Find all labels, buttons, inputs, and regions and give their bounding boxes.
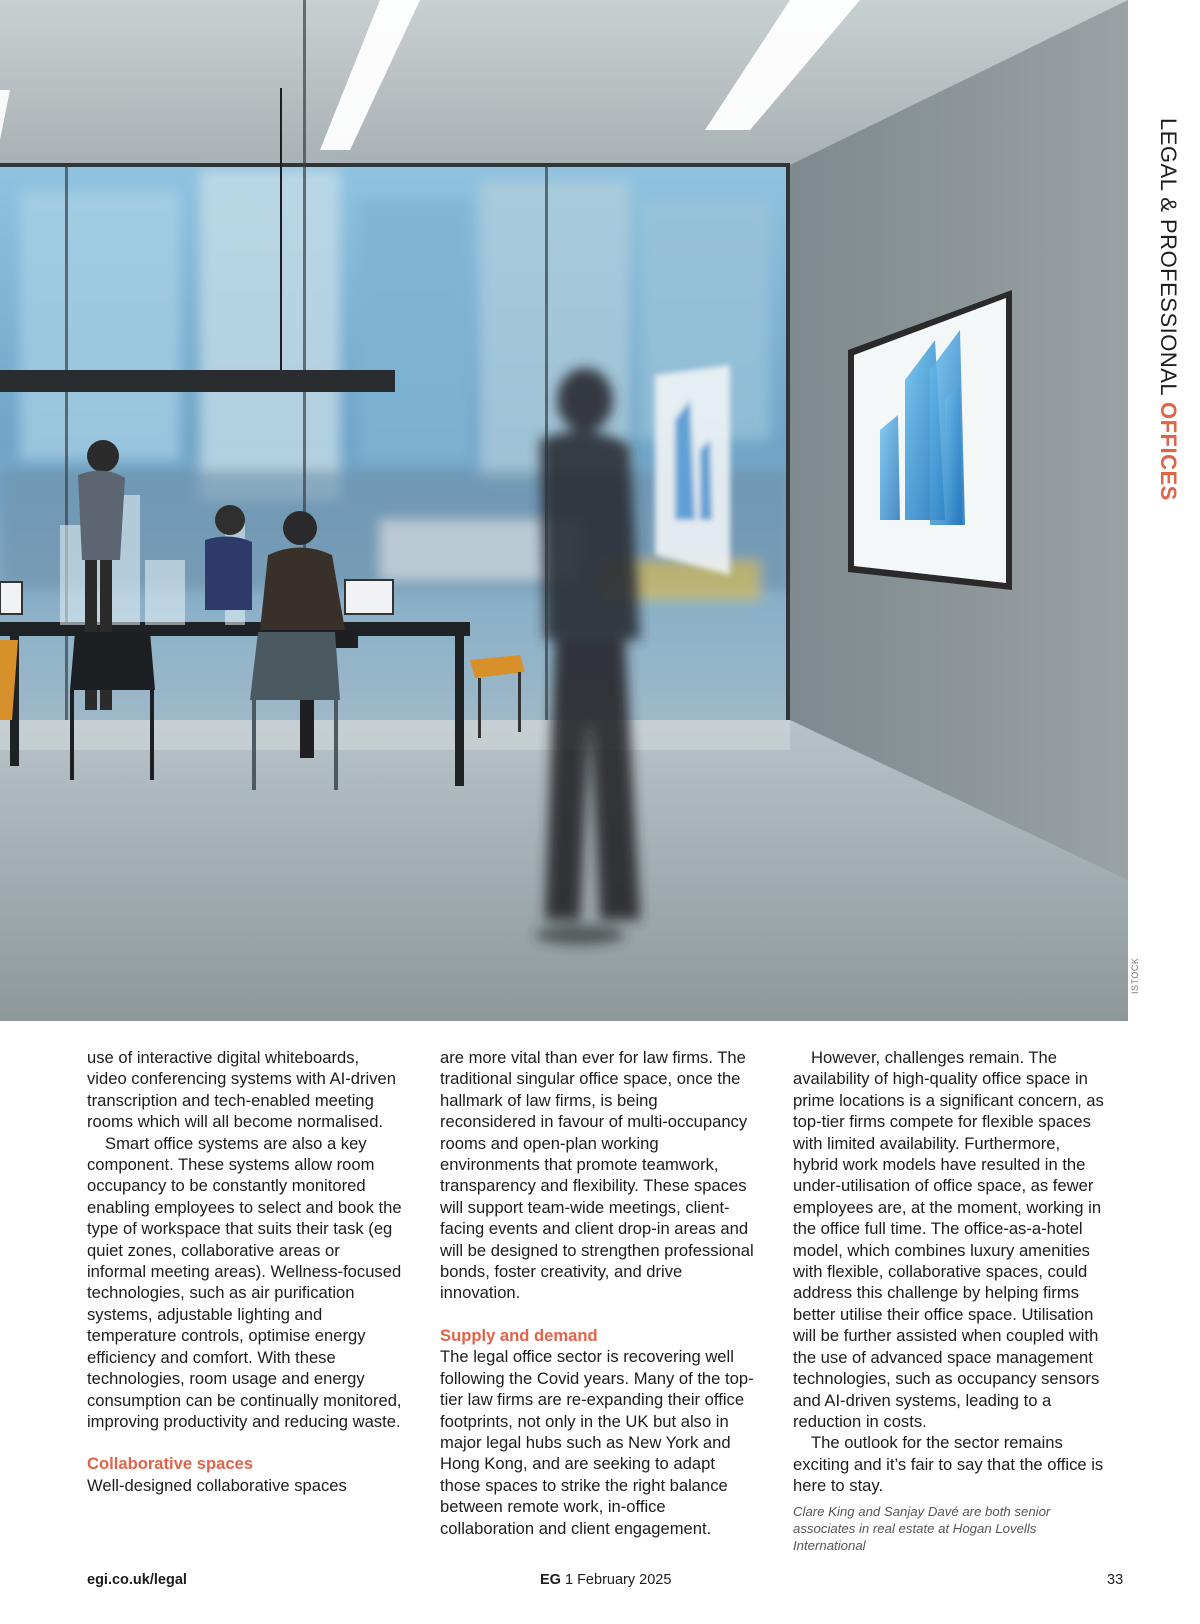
issue-date: 1 February 2025 [564, 1572, 672, 1588]
section-label [1155, 118, 1181, 501]
article-column-1 [87, 1047, 402, 1496]
page-number: 33 [1107, 1572, 1124, 1588]
author-byline: Clare King and Sanjay Davé are both senior associates in real estate at Hogan Lovells International [793, 1503, 1051, 1553]
subheading: Collaborative spaces [87, 1454, 254, 1474]
section-label-accent: OFFICES [1156, 401, 1181, 501]
paragraph: However, challenges remain. The availability of high-quality office space in prime locations is a significant concern, as top-tier firms compete for flexible spaces with limited availability. Furthermore, hybrid work models have resulted in the under-utilisation of office space, as fewer employees are, at the moment, working in the office full time. The office-as-a-hotel model, which combines luxury amenities with flexible, collaborative spaces, could address this challenge by helping firms better utilise their office space. Utilisation will be further assisted when coupled with the use of advanced space management technologies, such as occupancy sensors and AI-driven systems, leading to a reduction in costs. [793, 1048, 1104, 1431]
laptop [345, 580, 393, 614]
paragraph: Well-designed collaborative spaces [87, 1475, 347, 1495]
window-frame [0, 163, 790, 167]
paragraph: use of interactive digital whiteboards, video conferencing systems with AI-driven transcription and tech-enabled meeting rooms which will all become normalised. [87, 1048, 396, 1132]
publication-name: EG [540, 1572, 561, 1588]
photo-credit: ISTOCK [1130, 957, 1140, 994]
lamp-cable [280, 88, 282, 373]
subheading: Supply and demand [440, 1325, 598, 1345]
window-mullion [65, 165, 68, 720]
laptop [0, 582, 22, 614]
paragraph: Smart office systems are also a key component. These systems allow room occupancy to be constantly monitored enabling employees to select and book the type of workspace that suits their task (eg quiet zones, collaborative areas or informal meeting areas). Wellness-focused technologies, such as air purification systems, adjustable lighting and temperature controls, optimise energy efficiency and comfort. With these technologies, room usage and energy consumption can be continually monitored, improving productivity and reducing waste. [87, 1133, 402, 1431]
section-label-prefix: LEGAL & PROFESSIONAL [1156, 118, 1181, 396]
pendant-lamp [0, 370, 395, 392]
article-column-3 [793, 1047, 1108, 1554]
article-column-2 [440, 1047, 755, 1539]
paragraph: are more vital than ever for law firms. The traditional singular office space, once the hallmark of law firms, is being reconsidered in favour of multi-occupancy rooms and open-plan working environments that promote teamwork, transparency and flexibility. These spaces will support team-wide meetings, client-facing events and client drop-in areas and will be designed to strengthen professional bonds, foster creativity, and drive innovation. [440, 1048, 754, 1303]
artwork-reflection [655, 365, 730, 575]
footer-url[interactable]: egi.co.uk/legal [87, 1572, 187, 1588]
footer-issue [540, 1572, 671, 1588]
window-frame [786, 165, 790, 720]
paragraph: The outlook for the sector remains exciting and it’s fair to say that the office is here to stay. [793, 1433, 1104, 1496]
paragraph: The legal office sector is recovering well following the Covid years. Many of the top-tier law firms are re-expanding their office footprints, not only in the UK but also in major legal hubs such as New York and Hong Kong, and are seeking to adapt those spaces to strike the right balance between remote work, in-office collaboration and client engagement. [440, 1347, 754, 1538]
